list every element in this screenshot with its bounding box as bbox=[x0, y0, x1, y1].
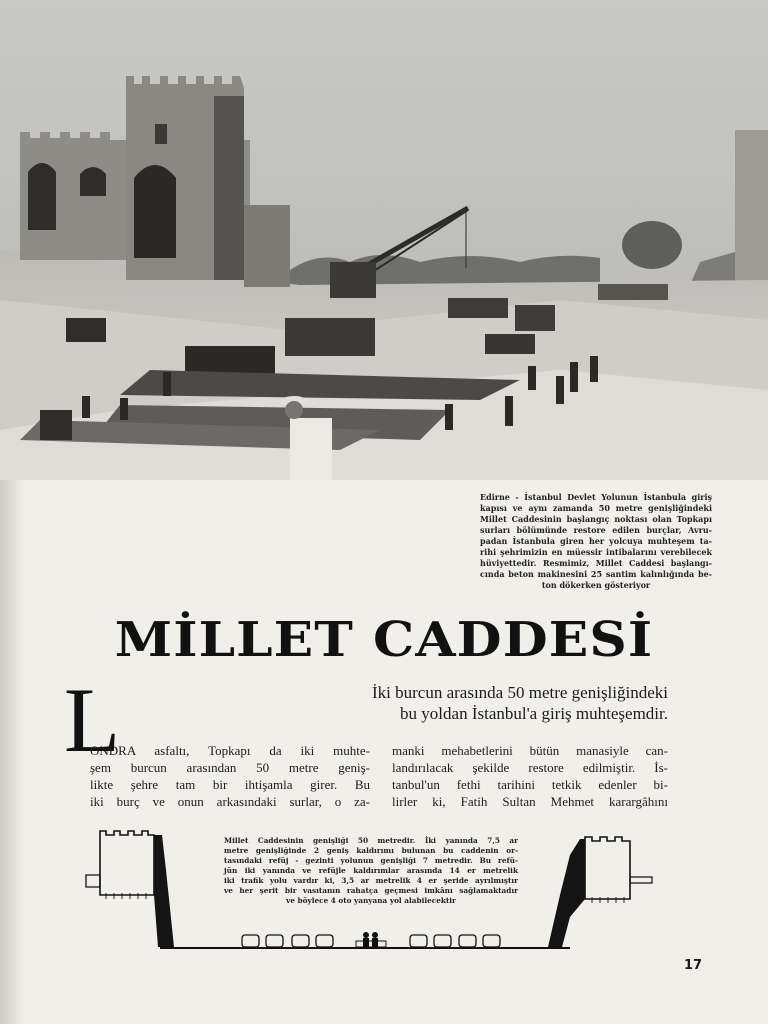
diagram-line: jün iki yanında ve refüjle kaldırımlar arasında 14 er metrelik bbox=[224, 866, 518, 875]
left-cars bbox=[242, 935, 333, 947]
body-line: landırılacak şekilde restore edilmiştir. İs- bbox=[392, 760, 668, 775]
body-line: likte şehre tam bir ihtişamla girer. Bu bbox=[90, 777, 370, 792]
page-number: 17 bbox=[684, 958, 703, 973]
diagram-line: Millet Caddesinin genişliği 50 metredir. İki yanında 7,5 ar bbox=[224, 836, 518, 845]
right-tower-drawing bbox=[548, 837, 652, 947]
subtitle-line: bu yoldan İstanbul'a giriş muhteşemdir. bbox=[400, 704, 668, 723]
body-line: manki mehabetlerini bütün manasiyle can- bbox=[392, 743, 668, 758]
body-line: ONDRA asfaltı, Topkapı da iki muhte- bbox=[90, 743, 370, 758]
body-line: tanbul'un fethi tarihini tetkik edenler bi- bbox=[392, 777, 668, 792]
diagram-line: tasındaki refüj - gezinti yolunun genişliği 7 metredir. Bu refü- bbox=[224, 856, 518, 865]
diagram-description bbox=[224, 836, 518, 906]
left-tower-drawing bbox=[86, 831, 174, 947]
caption-line: kapısı ve aynı zamanda 50 metre genişliğindeki bbox=[480, 503, 712, 513]
right-cars bbox=[410, 935, 500, 947]
construction-photo bbox=[0, 0, 768, 480]
body-line: lirler ki, Fatih Sultan Mehmet karargâhını bbox=[392, 794, 668, 809]
caption-line: Millet Caddesinin başlangıç noktası olan Topkapı bbox=[480, 514, 712, 524]
photo-caption bbox=[480, 492, 712, 591]
body-line: şem burcun arasından 50 metre geniş- bbox=[90, 760, 370, 775]
caption-line: surları bölümünde restore edilen burçlar, Avru- bbox=[480, 525, 712, 535]
refuge-pedestrians bbox=[356, 932, 386, 947]
diagram-line: ve böylece 4 oto yanyana yol alabilecektir bbox=[286, 896, 456, 905]
subtitle-line: İki burcun arasında 50 metre genişliğindeki bbox=[372, 683, 668, 702]
drop-cap: L bbox=[64, 669, 121, 771]
body-column-1 bbox=[90, 742, 370, 810]
caption-line: padan İstanbula giren her yolcuya muhteşem ta- bbox=[480, 536, 712, 546]
diagram-line: ve her şerit bir vasıtanın rahatça geçmesi imkânı sağlamaktadır bbox=[224, 886, 518, 895]
body-column-2 bbox=[392, 742, 668, 810]
caption-line: ton dökerken gösteriyor bbox=[541, 580, 651, 590]
caption-line: cında beton makinesini 25 santim kalınlığında be- bbox=[480, 569, 712, 579]
caption-line: rihi şehrimizin en müessir intibalarını verebilecek bbox=[480, 547, 712, 557]
caption-line: hüviyettedir. Resmimiz, Millet Caddesi başlangı- bbox=[480, 558, 712, 568]
diagram-line: iki trafik yolu vardır ki, 3,5 ar metrelik 4 er şeride ayrılmıştır bbox=[224, 876, 518, 885]
body-line: iki burç ve onun arkasındaki surlar, o za- bbox=[90, 794, 370, 809]
caption-line: Edirne - İstanbul Devlet Yolunun İstanbula giriş bbox=[480, 492, 712, 502]
article-subtitle bbox=[300, 682, 668, 724]
article-title: MİLLET CADDESİ bbox=[114, 612, 654, 668]
photo-illustration bbox=[0, 0, 768, 480]
diagram-line: metre genişliğinde 2 geniş kaldırımı bulunan bu caddenin or- bbox=[224, 846, 518, 855]
